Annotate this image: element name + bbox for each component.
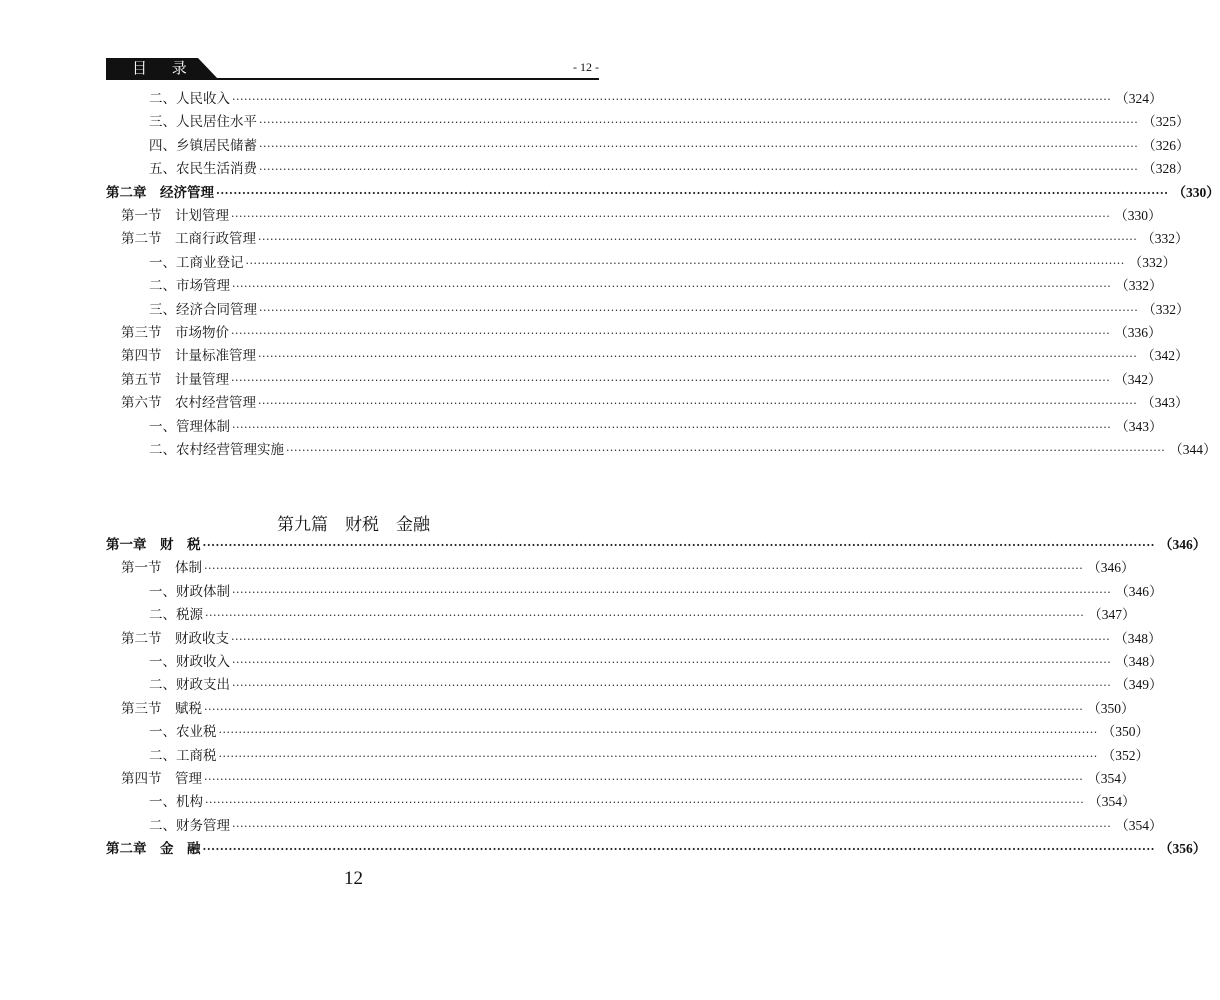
- toc-entry-label: 五、农民生活消费: [149, 161, 257, 178]
- running-header: [106, 58, 599, 80]
- leader-dots: ····························································································································································································································: [204, 773, 1084, 786]
- leader-dots: ····························································································································································································································: [216, 186, 1169, 200]
- toc-entry-section: [121, 769, 1135, 789]
- leader-dots: ····························································································································································································································: [205, 609, 1085, 623]
- toc-entry-page: （344）: [1169, 442, 1217, 457]
- toc-entry-page: （346）: [1159, 537, 1207, 552]
- toc-entry-page: （332）: [1115, 278, 1163, 294]
- toc-entry-page: （347）: [1088, 607, 1136, 623]
- toc-entry-label: 一、管理体制: [149, 418, 230, 435]
- toc-entry-section: [121, 393, 1189, 413]
- toc-entry-page: （349）: [1115, 677, 1163, 693]
- toc-entry-label: 第四节 管理: [121, 771, 202, 787]
- header-rule: [106, 78, 599, 80]
- toc-entry-section: [121, 558, 1135, 578]
- toc-entry-section: [121, 206, 1162, 226]
- toc-entry-label: 一、工商业登记: [149, 254, 244, 271]
- toc-entry-page: （332）: [1128, 254, 1176, 270]
- toc-entry-section: [121, 229, 1189, 249]
- toc-entry-sub: [149, 675, 1163, 695]
- leader-dots: ····························································································································································································································: [259, 116, 1139, 130]
- toc-entry-label: 第二节 工商行政管理: [121, 231, 256, 248]
- toc-entry-label: 第二节 财政收支: [121, 630, 229, 647]
- toc-entry-label: 二、财务管理: [149, 817, 230, 834]
- leader-dots: ····························································································································································································································: [232, 819, 1112, 833]
- toc-entry-sub: [149, 440, 1217, 460]
- toc-entry-sub: [149, 605, 1136, 625]
- toc-entry-page: （332）: [1141, 231, 1189, 247]
- page-folio: 12: [344, 868, 363, 889]
- leader-dots: ····························································································································································································································: [231, 210, 1111, 223]
- leader-dots: ····························································································································································································································: [286, 444, 1166, 457]
- toc-entry-section: [121, 629, 1162, 649]
- toc-entry-page: （348）: [1115, 654, 1163, 669]
- toc-entry-sub: [149, 112, 1190, 132]
- leader-dots: ····························································································································································································································: [245, 256, 1125, 270]
- toc-entry-label: 二、农村经营管理实施: [149, 442, 284, 458]
- toc-entry-label: 四、乡镇居民储蓄: [149, 137, 257, 154]
- toc-entry-label: 第三节 市场物价: [121, 325, 229, 341]
- toc-entry-page: （356）: [1159, 841, 1207, 857]
- leader-dots: ····························································································································································································································: [204, 562, 1084, 576]
- header-page-label: - 12 -: [573, 60, 599, 74]
- toc-entry-chapter: [106, 839, 1207, 859]
- toc-entry-label: 二、人民收入: [149, 91, 230, 107]
- part-title: 第九篇 财税 金融: [277, 515, 430, 535]
- toc-entry-sub: [149, 722, 1149, 742]
- toc-entry-sub: [149, 276, 1163, 296]
- toc-entry-section: [121, 323, 1162, 343]
- toc-entry-section: [121, 699, 1135, 719]
- toc-entry-label: 第三节 赋税: [121, 700, 202, 717]
- toc-entry-label: 第二章 金 融: [106, 841, 201, 858]
- toc-entry-chapter: [106, 535, 1207, 555]
- leader-dots: ····························································································································································································································: [231, 373, 1111, 387]
- toc-entry-label: 二、财政支出: [149, 677, 230, 694]
- leader-dots: ····························································································································································································································: [204, 702, 1084, 716]
- toc-entry-page: （348）: [1114, 630, 1162, 646]
- toc-entry-page: （346）: [1087, 560, 1135, 576]
- leader-dots: ····························································································································································································································: [258, 350, 1138, 364]
- toc-entry-label: 一、财政收入: [149, 654, 230, 670]
- leader-dots: ····························································································································································································································: [218, 726, 1098, 740]
- toc-entry-label: 一、财政体制: [149, 583, 230, 600]
- toc-entry-sub: [149, 417, 1163, 437]
- toc-entry-label: 第五节 计量管理: [121, 371, 229, 388]
- toc-entry-page: （325）: [1142, 114, 1190, 130]
- toc-entry-sub: [149, 300, 1190, 320]
- leader-dots: ····························································································································································································································: [259, 163, 1139, 177]
- leader-dots: ····························································································································································································································: [202, 539, 1156, 552]
- toc-entry-sub: [149, 136, 1190, 156]
- leader-dots: ····························································································································································································································: [259, 303, 1139, 317]
- toc-entry-page: （336）: [1114, 325, 1162, 340]
- leader-dots: ····························································································································································································································: [232, 93, 1112, 106]
- toc-entry-page: （330）: [1172, 184, 1220, 200]
- toc-entry-label: 第一节 计划管理: [121, 208, 229, 224]
- toc-entry-page: （330）: [1114, 208, 1162, 223]
- toc-entry-page: （343）: [1115, 418, 1163, 434]
- toc-entry-label: 三、经济合同管理: [149, 301, 257, 318]
- toc-entry-page: （324）: [1115, 91, 1163, 106]
- toc-entry-label: 二、市场管理: [149, 278, 230, 295]
- leader-dots: ····························································································································································································································: [231, 632, 1111, 646]
- toc-entry-label: 一、农业税: [149, 724, 217, 741]
- toc-entry-label: 第六节 农村经营管理: [121, 395, 256, 412]
- toc-entry-sub: [149, 253, 1176, 273]
- toc-entry-label: 第一节 体制: [121, 560, 202, 577]
- toc-entry-sub: [149, 746, 1149, 766]
- toc-entry-label: 三、人民居住水平: [149, 114, 257, 131]
- toc-entry-sub: [149, 792, 1136, 812]
- toc-entry-page: （342）: [1114, 371, 1162, 387]
- leader-dots: ····························································································································································································································: [232, 656, 1112, 669]
- toc-entry-page: （354）: [1115, 817, 1163, 833]
- leader-dots: ····························································································································································································································: [205, 796, 1085, 810]
- toc-entry-chapter: [106, 183, 1220, 203]
- leader-dots: ····························································································································································································································: [232, 679, 1112, 693]
- toc-entry-page: （350）: [1101, 724, 1149, 740]
- toc-entry-label: 第二章 经济管理: [106, 184, 214, 201]
- leader-dots: ····························································································································································································································: [231, 327, 1111, 340]
- leader-dots: ····························································································································································································································: [202, 843, 1156, 857]
- toc-entry-sub: [149, 652, 1163, 672]
- toc-entry-page: （346）: [1115, 583, 1163, 599]
- toc-entry-sub: [149, 816, 1163, 836]
- leader-dots: ····························································································································································································································: [259, 139, 1139, 153]
- toc-entry-page: （350）: [1087, 700, 1135, 716]
- toc-entry-label: 第四节 计量标准管理: [121, 348, 256, 365]
- leader-dots: ····························································································································································································································: [258, 233, 1138, 247]
- toc-entry-label: 一、机构: [149, 794, 203, 811]
- toc-entry-page: （328）: [1142, 161, 1190, 177]
- toc-entry-page: （332）: [1142, 301, 1190, 317]
- toc-entry-page: （326）: [1142, 137, 1190, 153]
- toc-entry-page: （343）: [1141, 395, 1189, 411]
- toc-entry-page: （354）: [1088, 794, 1136, 810]
- toc-entry-page: （352）: [1101, 747, 1149, 763]
- toc-entry-label: 二、税源: [149, 607, 203, 624]
- toc-entry-section: [121, 346, 1189, 366]
- toc-entry-label: 二、工商税: [149, 747, 217, 764]
- leader-dots: ····························································································································································································································: [232, 280, 1112, 294]
- leader-dots: ····························································································································································································································: [258, 397, 1138, 411]
- toc-entry-page: （342）: [1141, 348, 1189, 364]
- leader-dots: ····························································································································································································································: [218, 749, 1098, 763]
- leader-dots: ····························································································································································································································: [232, 585, 1112, 599]
- leader-dots: ····························································································································································································································: [232, 420, 1112, 434]
- toc-entry-sub: [149, 89, 1163, 109]
- toc-entry-page: （354）: [1087, 771, 1135, 786]
- toc-entry-section: [121, 370, 1162, 390]
- header-section-title: 目 录: [132, 59, 197, 77]
- toc-entry-sub: [149, 159, 1190, 179]
- toc-entry-sub: [149, 582, 1163, 602]
- toc-entry-label: 第一章 财 税: [106, 537, 201, 553]
